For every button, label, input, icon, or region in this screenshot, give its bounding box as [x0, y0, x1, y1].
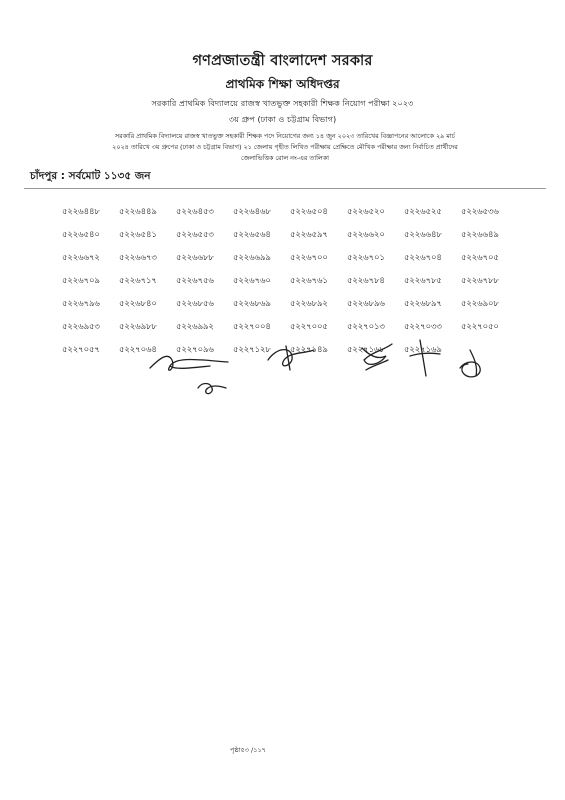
roll-number: ৫২২৭০০৪: [233, 321, 271, 331]
notice-line: জেলাভিত্তিক রোল নং-এর তালিকা: [240, 154, 329, 162]
roll-number: ৫২২৬৫২০: [347, 206, 385, 216]
government-title: গণপ্রজাতন্ত্রী বাংলাদেশ সরকার: [192, 53, 373, 69]
roll-number: ৫২২৬৬৭৩: [119, 252, 157, 262]
roll-number: ৫২২৬৭০৫: [461, 252, 499, 262]
notice-line: সরকারি প্রাথমিক বিদ্যালয়ে রাজস্ব খাতভুক্ত সহকারী শিক্ষক পদে নিয়োগের জন্য ১৪ জুন ২০২৩ তারিখের বিজ্ঞাপনের আলোকে ২৯ মার্চ: [114, 132, 456, 140]
district-heading: চাঁদপুর : সর্বমোট ১১৩৫ জন: [30, 170, 151, 182]
roll-number: ৫২২৭১৬৮: [347, 344, 385, 354]
roll-number: ৫২২৬৫৪১: [119, 229, 157, 239]
roll-number: ৫২২৭১৪৯: [290, 344, 328, 354]
page-number: পৃষ্ঠা৫৩ /১১৭: [230, 746, 266, 754]
roll-number: ৫২২৬৭৮৫: [404, 275, 442, 285]
divider-line: [24, 188, 546, 189]
roll-number: ৫২২৬৮৯২: [290, 298, 328, 308]
roll-number: ৫২২৬৭৬১: [290, 275, 328, 285]
signature-3: [268, 346, 314, 370]
roll-number: ৫২২৬৮৯৭: [404, 298, 442, 308]
roll-number: ৫২২৬৭৫৬: [176, 275, 214, 285]
roll-number: ৫২২৬৭১৭: [119, 275, 157, 285]
roll-number: ৫২২৭০৩৩: [404, 321, 442, 331]
roll-number: ৫২২৬৮৯৬: [347, 298, 385, 308]
roll-number: ৫২২৬৮৫৬: [176, 298, 214, 308]
roll-number: ৫২২৭০৫৭: [62, 344, 100, 354]
roll-number: ৫২২৬৮৪০: [119, 298, 157, 308]
roll-number: ৫২২৭০১৩: [347, 321, 385, 331]
signature-5: [410, 340, 440, 376]
roll-number: ৫২২৬৭০৪: [404, 252, 442, 262]
roll-number: ৫২২৬৯৯২: [176, 321, 214, 331]
notice-line: ২০২৪ তারিখে ৩য় গ্রুপের (ঢাকা ও চট্টগ্রাম বিভাগ) ২১ জেলায় গৃহীত লিখিত পরীক্ষায় প্রেক্ষিতে মৌখিক পরীক্ষার জন্য নির্বাচিত প্রার্থীদের: [112, 143, 458, 151]
exam-title: সরকারি প্রাথমিক বিদ্যালয়ে রাজস্ব খাতভুক্ত সহকারী শিক্ষক নিয়োগ পরীক্ষা ২০২৩: [151, 98, 414, 108]
roll-number: ৫২২৬৯৫৩: [62, 321, 100, 331]
notice-paragraph: [30, 131, 540, 164]
roll-number: ৫২২৬৭৮৪: [347, 275, 385, 285]
signature-2: [198, 384, 226, 394]
roll-number: ৫২২৬৬৪৮: [404, 229, 442, 239]
roll-number: ৫২২৬৫০৪: [290, 206, 328, 216]
roll-number: ৫২২৬৭৬০: [233, 275, 271, 285]
roll-number: ৫২২৬৬৭২: [62, 252, 100, 262]
signature-6: [460, 350, 480, 377]
roll-number: ৫২২৬৬৮৮: [176, 252, 214, 262]
roll-number: ৫২২৬৯৮৮: [119, 321, 157, 331]
roll-number: ৫২২৭১২৮: [233, 344, 271, 354]
roll-number: ৫২২৬৬২০: [347, 229, 385, 239]
roll-number: ৫২২৭০৬৪: [119, 344, 157, 354]
roll-number: ৫২২৬৪৫৩: [176, 206, 214, 216]
roll-number: ৫২২৬৬৯৯: [233, 252, 271, 262]
group-subtitle: ৩য় গ্রুপ (ঢাকা ও চট্টগ্রাম বিভাগ): [228, 114, 337, 124]
roll-number: ৫২২৬৯০৮: [461, 298, 499, 308]
roll-number: ৫২২৬৫২৫: [404, 206, 442, 216]
roll-number: ৫২২৬৪৬৮: [233, 206, 271, 216]
roll-number: ৫২২৬৭০৯: [62, 275, 100, 285]
roll-number: ৫২২৭১৬৯: [404, 344, 442, 354]
roll-number: ৫২২৬৭৯৬: [62, 298, 100, 308]
roll-number: ৫২২৬৭৮৮: [461, 275, 499, 285]
roll-number: ৫২২৬৫৫৩: [176, 229, 214, 239]
directorate-title: প্রাথমিক শিক্ষা অধিদপ্তর: [225, 77, 340, 91]
signatures: [0, 330, 565, 420]
roll-number: ৫২২৭০৯৬: [176, 344, 214, 354]
roll-number: ৫২২৬৭০০: [290, 252, 328, 262]
signature-1: [150, 356, 228, 370]
roll-number: ৫২২৬৪৪৯: [119, 206, 157, 216]
roll-number: ৫২২৭০০৫: [290, 321, 328, 331]
roll-number: ৫২২৬৮৬৯: [233, 298, 271, 308]
roll-number: ৫২২৬৬৪৯: [461, 229, 499, 239]
roll-number: ৫২২৬৫৩৬: [461, 206, 499, 216]
roll-number: ৫২২৬৪৪৮: [62, 206, 100, 216]
roll-number: ৫২২৭০৫০: [461, 321, 499, 331]
roll-number: ৫২২৬৭০১: [347, 252, 385, 262]
signature-4: [362, 344, 392, 370]
roll-number: ৫২২৬৫৯৭: [290, 229, 328, 239]
roll-number: ৫২২৬৫৪০: [62, 229, 100, 239]
roll-number: ৫২২৬৫৬৪: [233, 229, 271, 239]
